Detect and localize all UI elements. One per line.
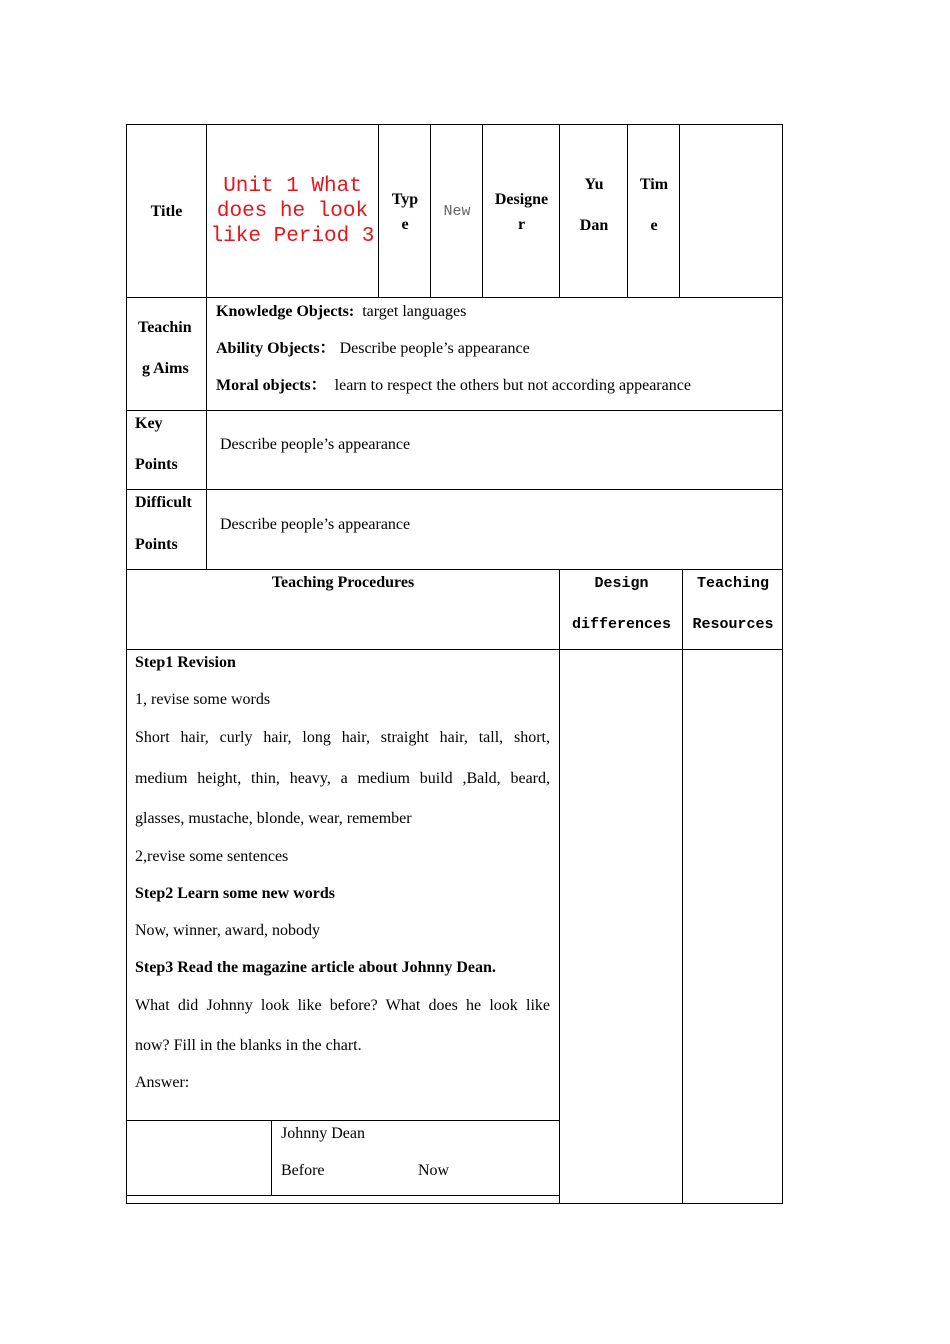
type-value: New xyxy=(443,203,471,220)
design-differences-header-part-1: Design xyxy=(594,575,649,592)
col-divider-type-label xyxy=(378,124,379,297)
words-line-3: glasses, mustache, blonde, wear, remember xyxy=(135,810,412,827)
col-divider-design xyxy=(559,569,560,1204)
chart-name: Johnny Dean xyxy=(281,1125,365,1142)
unit-title-line-1: Unit 1 What xyxy=(223,175,362,198)
moral-objects-label: Moral objects： xyxy=(216,377,327,394)
title-label: Title xyxy=(150,203,183,220)
time-label-part-2: e xyxy=(650,217,658,234)
difficult-points-text: Describe people’s appearance xyxy=(220,516,411,533)
words-line-1: Short hair, curly hair, long hair, straight hair, tall, short, xyxy=(135,729,550,746)
designer-label-part-1: Designe xyxy=(494,191,549,208)
designer-value-part-2: Dan xyxy=(579,217,609,234)
unit-title-line-3: like Period 3 xyxy=(210,225,375,248)
chart-bottom-border xyxy=(126,1195,560,1196)
row-divider-procedures xyxy=(126,569,783,570)
moral-objects-text: learn to respect the others but not according appearance xyxy=(334,377,691,394)
row-divider-difficult xyxy=(126,489,783,490)
difficult-points-label-part-2: Points xyxy=(135,536,178,553)
ability-objects-text: Describe people’s appearance xyxy=(339,340,530,357)
teaching-resources-header-part-2: Resources xyxy=(692,616,774,633)
col-divider-designer-value xyxy=(559,124,560,297)
col-divider-resources xyxy=(682,569,683,1204)
knowledge-objects-text: target languages xyxy=(362,303,467,320)
chart-top-border xyxy=(126,1120,560,1121)
teaching-procedures-header: Teaching Procedures xyxy=(271,574,415,591)
ability-objects xyxy=(216,341,530,357)
step1-subtitle-words: 1, revise some words xyxy=(135,691,271,708)
step2-title: Step2 Learn some new words xyxy=(135,885,335,902)
design-differences-header-part-2: differences xyxy=(571,616,672,633)
unit-title-line-2: does he look xyxy=(216,200,369,223)
step3-title: Step3 Read the magazine article about Johnny Dean. xyxy=(135,959,496,976)
table-left-border xyxy=(126,124,127,1204)
key-points-label-part-1: Key xyxy=(135,415,163,432)
unit-title xyxy=(207,174,378,249)
chart-before-header: Before xyxy=(281,1162,325,1179)
time-label-part-1: Tim xyxy=(639,176,669,193)
type-label-part-2: e xyxy=(401,216,409,233)
step2-words: Now, winner, award, nobody xyxy=(135,922,320,939)
designer-value-part-1: Yu xyxy=(584,176,604,193)
table-bottom-border xyxy=(126,1203,783,1204)
aims-label-part-2: g Aims xyxy=(142,360,189,377)
col-divider-time-label xyxy=(627,124,628,297)
chart-now-header: Now xyxy=(418,1162,450,1179)
moral-objects xyxy=(216,378,691,394)
words-line-2: medium height, thin, heavy, a medium build ,Bald, beard, xyxy=(135,770,550,787)
table-top-border xyxy=(126,124,783,125)
key-points-label-part-2: Points xyxy=(135,456,178,473)
row-divider-steps xyxy=(126,649,783,650)
row-divider-key xyxy=(126,410,783,411)
row-divider-aims xyxy=(126,297,783,298)
key-points-text: Describe people’s appearance xyxy=(220,436,411,453)
chart-divider xyxy=(271,1120,272,1195)
knowledge-objects-label: Knowledge Objects: xyxy=(216,303,355,320)
question-line-1: What did Johnny look like before? What does he look like xyxy=(135,997,550,1014)
ability-objects-label: Ability Objects： xyxy=(216,340,336,357)
step1-subtitle-sentences: 2,revise some sentences xyxy=(135,848,289,865)
col-divider-time-value xyxy=(679,124,680,297)
aims-label-part-1: Teachin xyxy=(138,319,192,336)
type-label-part-1: Typ xyxy=(391,191,419,208)
answer-label: Answer: xyxy=(135,1074,190,1091)
question-line-2: now? Fill in the blanks in the chart. xyxy=(135,1037,362,1054)
table-right-border xyxy=(782,124,783,1204)
designer-label-part-2: r xyxy=(517,216,526,233)
teaching-resources-header-part-1: Teaching xyxy=(696,575,769,592)
step1-title: Step1 Revision xyxy=(135,654,236,671)
knowledge-objects xyxy=(216,304,466,320)
difficult-points-label-part-1: Difficult xyxy=(135,494,192,511)
